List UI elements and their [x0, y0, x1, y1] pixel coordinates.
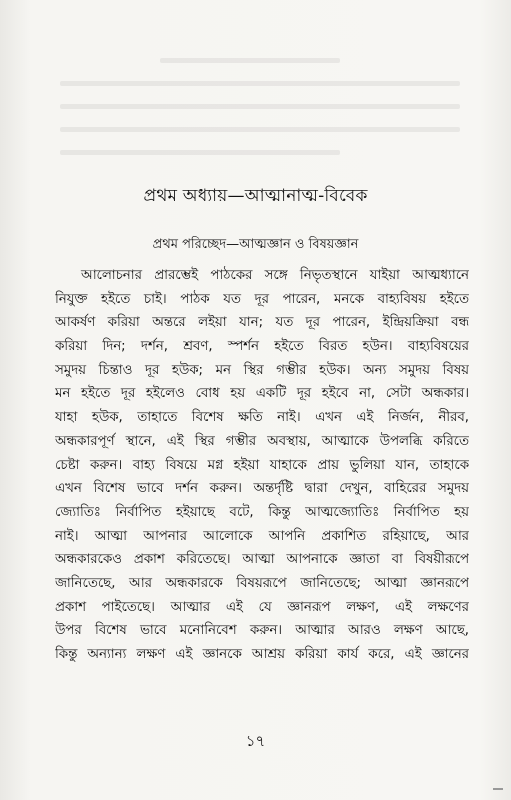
body-line: জ্যোতিঃ নির্বাপিত হইয়াছে বটে, কিন্তু আত্মজ্যোতিঃ নির্বাপিত হয় [55, 504, 469, 520]
body-text [55, 264, 469, 667]
chapter-title: প্রথম অধ্যায়—আত্মানাত্ম-বিবেক [143, 186, 368, 206]
body-line: আকর্ষণ করিয়া অন্তরে লইয়া যান; যত দূর পারেন, ইন্দ্রিয়ক্রিয়া বন্ধ [55, 315, 469, 331]
body-line: এখন বিশেষ ভাবে দর্শন করুন। অন্তর্দৃষ্টি দ্বারা দেখুন, বাহিরের সমুদয় [55, 481, 469, 497]
body-line: অন্ধকারকেও প্রকাশ করিতেছে। আত্মা আপনাকে জ্ঞাতা বা বিষয়ীরূপে [55, 552, 469, 568]
page-number: ১৭ [245, 732, 266, 750]
body-line: আলোচনার প্রারম্ভেই পাঠকের সঙ্গে নিভৃতস্থানে যাইয়া আত্মধ্যানে [81, 268, 469, 283]
body-line: নিযুক্ত হইতে চাই। পাঠক যত দূর পারেন, মনকে বাহ্যবিষয় হইতে [55, 291, 469, 307]
body-line: সমুদয় চিন্তাও দূর হউক; মন স্থির গম্ভীর হউক। অন্য সমুদয় বিষয় [55, 362, 469, 378]
section-title: প্রথম পরিচ্ছেদ—আত্মজ্ঞান ও বিষয়জ্ঞান [152, 237, 359, 252]
body-line: মন হইতে দূর হইলেও বোধ হয় একটি দূর হইবে না, সেটা অন্ধকার। [55, 386, 469, 402]
body-line: চেষ্টা করুন। বাহ্য বিষয়ে মগ্ন হইয়া যাহাকে প্রায় ভুলিয়া যান, তাহাকে [55, 457, 469, 473]
body-line: নাই। আত্মা আপনার আলোকে আপনি প্রকাশিত রহিয়াছে, আর [55, 528, 469, 544]
body-line: উপর বিশেষ ভাবে মনোনিবেশ করুন। আত্মার আরও লক্ষণ আছে, [55, 623, 469, 639]
body-line: যাহা হউক, তাহাতে বিশেষ ক্ষতি নাই। এখন এই নির্জন, নীরব, [55, 410, 469, 426]
body-line: করিয়া দিন; দর্শন, শ্রবণ, স্পর্শন হইতে বিরত হউন। বাহ্যবিষয়ের [55, 339, 469, 355]
body-line: জানিতেছে, আর অন্ধকারকে বিষয়রূপে জানিতেছে; আত্মা জ্ঞানরূপে [55, 575, 469, 591]
body-line: প্রকাশ পাইতেছে। আত্মার এই যে জ্ঞানরূপ লক্ষণ, এই লক্ষণের [55, 599, 469, 615]
reverse-page-bleed-through [60, 58, 460, 188]
scan-artifact [493, 788, 503, 790]
body-line: কিন্তু অন্যান্য লক্ষণ এই জ্ঞানকে আশ্রয় করিয়া কার্য করে, এই জ্ঞানের [55, 647, 469, 662]
body-line: অন্ধকারপূর্ণ স্থানে, এই স্থির গম্ভীর অবস্থায়, আত্মাকে উপলব্ধি করিতে [55, 433, 469, 449]
